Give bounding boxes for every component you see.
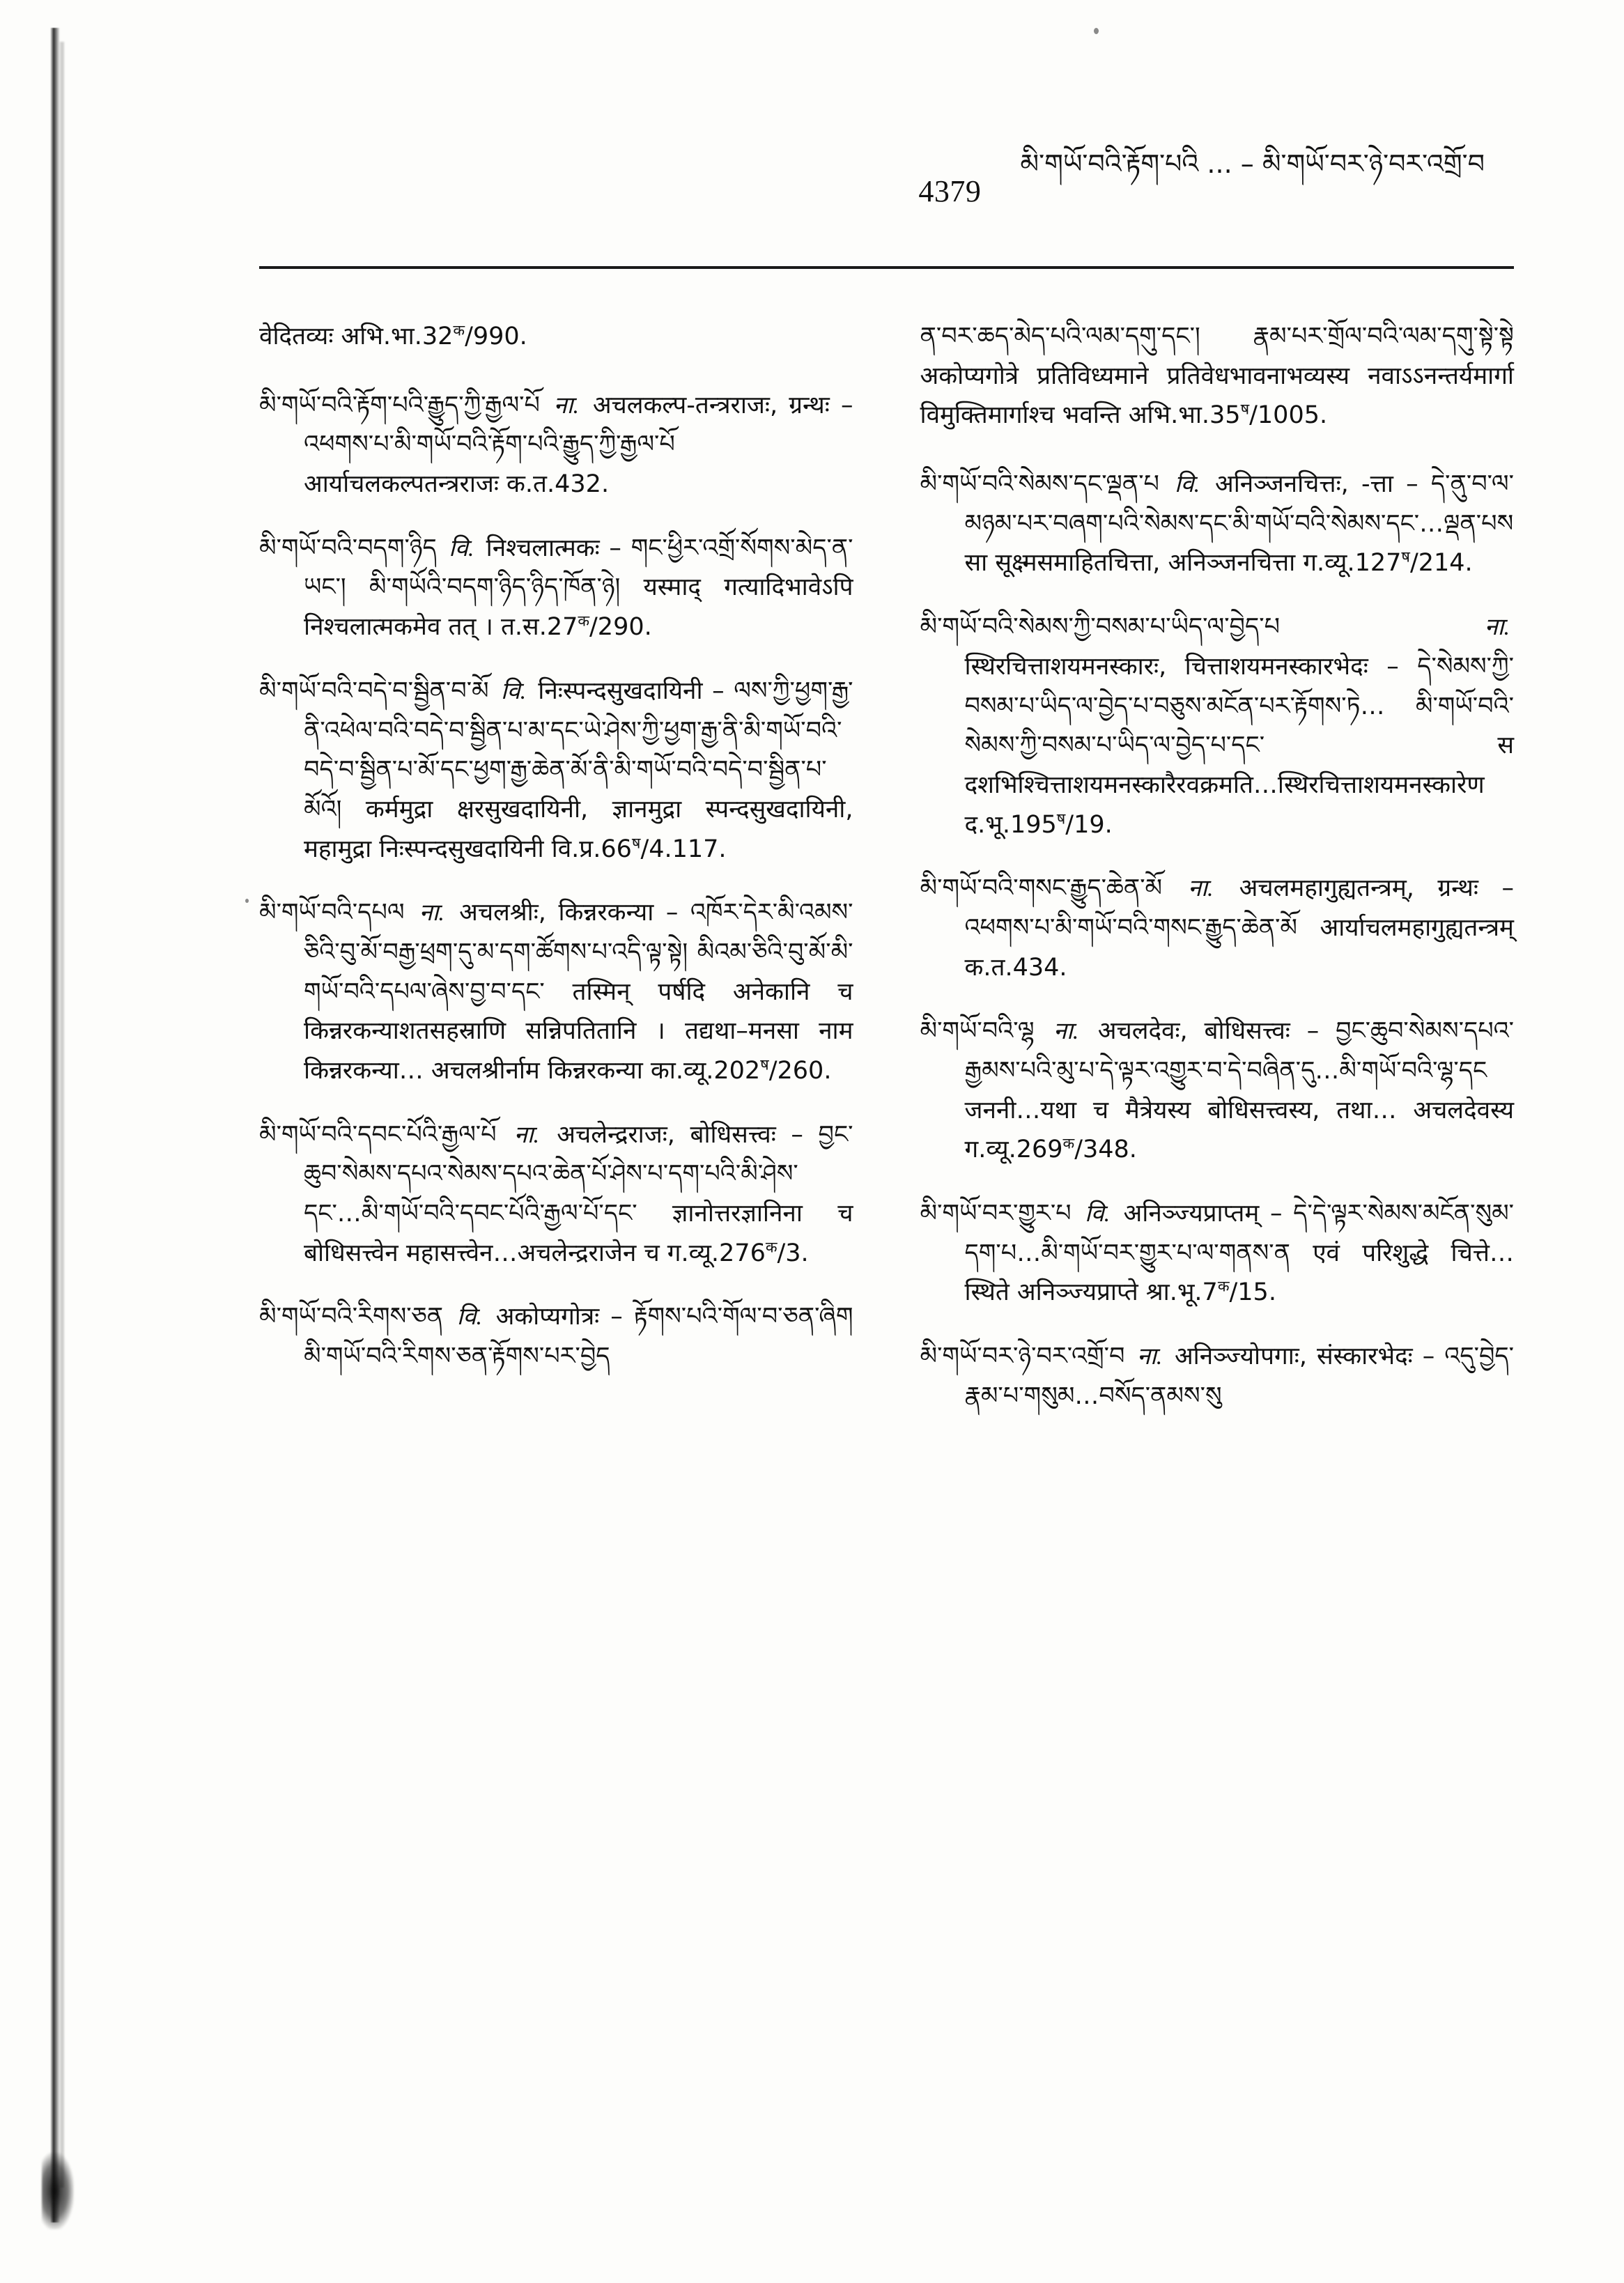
entry-grammar-tag: ना. (1053, 1019, 1079, 1045)
left-column (259, 293, 853, 2199)
entry-body: निःस्पन्दसुखदायिनी – ལས་ཀྱི་ཕྱག་རྒྱ་ནི་འཕེལ་བའི་བདེ་བ་སྦྱིན་པ་མ་དང་ཡེ་ཤེས་ཀྱི་ཕྱག་རྒྱ་ནི་མི་གཡོ་བའི་བདེ་བ་སྦྱིན་པ་མོ་དང་ཕྱག་རྒྱ་ཆེན་མོ་ནི་མི་གཡོ་བའི་བདེ་བ་སྦྱིན་པ་མོའོ། कर्ममुद्रा क्षरसुखदायिनी, ज्ञानमुद्रा स्पन्दसुखदायिनी, महामुद्रा निःस्पन्दसुखदायिनी $वि.प्र.66^ष/4.117$. (304, 676, 853, 863)
entry-grammar-tag: ना. (1137, 1344, 1163, 1370)
entry-body: स्थिरचित्ताशयमनस्कारः, चित्ताशयमनस्कारभेदः – དེ་སེམས་ཀྱི་བསམ་པ་ཡིད་ལ་བྱེད་པ་བཅུས་མངོན་པར་རྟོགས་ཏེ… མི་གཡོ་བའི་སེམས་ཀྱི་བསམ་པ་ཡིད་ལ་བྱེད་པ་དང་ स दशभिश्चित्ताशयमनस्कारैरवक्रमति…स्थिरचित्ताशयमनस्कारेण $द.भू.195^ष/19$. (964, 652, 1514, 839)
entry-grammar-tag: वि. (449, 535, 474, 562)
entry-grammar-tag: ना. (1188, 876, 1214, 902)
dictionary-entry (259, 672, 853, 869)
entry-headword: མི་གཡོ་བའི་དཔལ (259, 899, 405, 927)
dictionary-entry (920, 1012, 1515, 1170)
binding-ink-blob (42, 2153, 74, 2229)
right-column (920, 293, 1515, 2199)
dictionary-entry (920, 869, 1515, 987)
entry-body: अनिञ्जनचित्तः, -त्ता – དེ་ནུ་བ་ལ་མཉམ་པར་བཞག་པའི་སེམས་དང་མི་གཡོ་བའི་སེམས་དང་…ལྡན་པས सा सूक्ष्मसमाहितचित्ता, अनिञ्जनचित्ता $ग.व्यू.127^ष/214$. (964, 470, 1514, 578)
entry-grammar-tag: ना. (553, 392, 579, 419)
entry-headword: མི་གཡོ་བའི་བདེ་བ་སྦྱིན་བ་མོ (259, 676, 489, 705)
binding-edge-artifact (50, 28, 60, 2222)
entry-body: अचलदेवः, बोधिसत्त्वः – བྱང་ཆུབ་སེམས་དཔའ་རྒྱམས་པའི་མུ་པ་དེ་ལྟར་འགྱུར་བ་དེ་བཞིན་དུ…མི་གཡོ་བའི་ལྷ་དང जननी…यथा च मैत्रेयस्य बोधिसत्त्वस्य, तथा… अचलदेवस्य $ग.व्यू.269^क/348$. (964, 1017, 1515, 1164)
entry-grammar-tag: ना. (419, 900, 444, 927)
entry-body: अचलश्रीः, किन्नरकन्या – འཁོར་དེར་མི་འམས་ཅིའི་བུ་མོ་བརྒྱ་ཕྲག་དུ་མ་དག་ཚོགས་པ་འདི་ལྟ་སྟེ། མིའམ་ཅིའི་བུ་མོ་མི་གཡོ་བའི་དཔལ་ཞེས་བྱ་བ་དང་ तस्मिन् पर्षदि अनेकानि च किन्नरकन्याशतसहस्राणि सन्निपतितानि । तद्यथा–मनसा नाम किन्नरकन्या… अचलश्रीर्नाम किन्नरकन्या $का.व्यू.202^ष/260$. (304, 899, 853, 1085)
dictionary-entry (920, 465, 1515, 583)
entry-body: अकोप्यगोत्रः – རྟོགས་པའི་གོལ་བ་ཅན་ཞིག མི་གཡོ་བའི་རིགས་ཅན་རྟོགས་པར་བྱེད (304, 1303, 853, 1371)
entry-body: अचलेन्द्रराजः, बोधिसत्त्वः – བྱང་ཆུབ་སེམས་དཔའ་སེམས་དཔའ་ཆེན་པོ་ཤེས་པ་དག་པའི་མི་ཤེས་དང་…མི་གཡོ་བའི་དབང་པོའི་རྒྱལ་པོ་དང་ ज्ञानोत्तरज्ञानिना च बोधिसत्त्वेन महासत्त्वेन…अचलेन्द्रराजेन च $ग.व्यू.276^क/3$. (304, 1120, 853, 1267)
entry-grammar-tag: ना. (513, 1122, 540, 1148)
entry-grammar-tag: वि. (1084, 1201, 1111, 1228)
folio-number: 4379 (918, 174, 982, 208)
entry-grammar-tag: वि. (456, 1304, 482, 1331)
entry-body: निश्चलात्मकः – གང་ཕྱིར་འགྲོ་སོགས་མེད་ན་ཡང་། མི་གཡོའི་བདག་ཉིད་ཉིད་ཁོན་ཉེ། यस्माद् गत्यादिभावेऽपि निश्चलात्मकमेव तत् । $त.स.27^क/290$. (304, 534, 853, 642)
dictionary-entry (259, 386, 853, 504)
dictionary-entry (920, 1194, 1515, 1313)
entry-headword: མི་གཡོ་བར་ཉེ་བར་འགྲོ་བ (920, 1342, 1125, 1371)
running-head: མི་གཡོ་བའི་རྟོག་པའི ... – མི་གཡོ་བར་ཉེ་བར་འགྲོ་བ (1020, 148, 1485, 179)
dictionary-entry (920, 1337, 1515, 1416)
entry-grammar-tag: वि. (1174, 472, 1200, 498)
dictionary-entry (259, 317, 853, 357)
entry-headword: མི་གཡོ་བའི་དབང་པོའི་རྒྱལ་པོ (259, 1120, 497, 1149)
entry-headword: མི་གཡོ་བའི་རིགས་ཅན (259, 1303, 444, 1331)
entry-headword: མི་གཡོ་བའི་བདག་ཉིད (259, 534, 437, 562)
header-rule (259, 266, 1514, 269)
binding-shadow-artifact (60, 42, 64, 2188)
entry-headword: མི་གཡོ་བའི་ལྷ (920, 1017, 1035, 1046)
entry-body: अनिञ्ज्यप्राप्तम् – དེ་དེ་ལྟར་སེམས་མངོན་སུམ་དག་པ…མི་གཡོ་བར་གྱུར་པ་ལ་གནས་ན एवं परिशुद्धे चित्ते…स्थिते अनिञ्ज्यप्राप्ते $श्रा.भू.7^क/15$. (964, 1200, 1515, 1307)
body-columns (259, 293, 1514, 2199)
entry-grammar-tag: वि. (500, 678, 527, 704)
entry-body: अचलमहागुह्यतन्त्रम्, ग्रन्थः – འཕགས་པ་མི་གཡོ་བའི་གསང་རྒྱུད་ཆེན་མོ आर्याचलमहागुह्यतन्त्रम् क.त.434. (964, 874, 1514, 982)
entry-headword: མི་གཡོ་བའི་སེམས་ཀྱི་བསམ་པ་ཡིད་ལ་བྱེད་པ (920, 613, 1281, 642)
dictionary-entry (259, 1115, 853, 1274)
entry-headword: མི་གཡོ་བའི་སེམས་དང་ལྡན་པ (920, 470, 1159, 499)
dictionary-entry (259, 1297, 853, 1376)
entry-body: वेदितव्यः $अभि.भा.32^क/990$. (259, 322, 527, 350)
entry-headword: མི་གཡོ་བའི་རྟོག་པའི་རྒྱུད་ཀྱི་རྒྱལ་པོ (259, 391, 540, 419)
dictionary-entry (259, 529, 853, 647)
page-header (0, 148, 1624, 209)
scan-speck (245, 899, 249, 903)
entry-body: अचलकल्प-तन्त्रराजः, ग्रन्थः – འཕགས་པ་མི་གཡོ་བའི་རྟོག་པའི་རྒྱུད་ཀྱི་རྒྱལ་པོ आर्याचलकल्पतन्त्रराजः क.त.432. (304, 391, 853, 499)
dictionary-entry (920, 317, 1515, 435)
scan-speck (1094, 28, 1099, 34)
dictionary-entry (920, 607, 1515, 844)
entry-grammar-tag: ना. (1484, 614, 1510, 641)
entry-body: अनिञ्ज्योपगाः, संस्कारभेदः – འདུ་བྱེད་རྣམ་པ་གསུམ…བསོད་ནམས་སུ (964, 1342, 1514, 1410)
entry-body: ན་བར་ཆད་མེད་པའི་ལམ་དགུ་དང་། རྣམ་པར་གྲོལ་བའི་ལམ་དགུ་སྟེ་སྟེ अकोप्यगोत्रे प्रतिविध्यमाने प्रतिवेधभावनाभव्यस्य नवाऽऽनन्तर्यमार्गा विमुक्तिमार्गाश्च भवन्ति $अभि.भा.35^ष/1005$. (920, 323, 1514, 430)
entry-headword: མི་གཡོ་བའི་གསང་རྒྱུད་ཆེན་མོ (920, 874, 1163, 903)
dictionary-entry (259, 893, 853, 1090)
entry-headword: མི་གཡོ་བར་གྱུར་པ (920, 1200, 1072, 1228)
